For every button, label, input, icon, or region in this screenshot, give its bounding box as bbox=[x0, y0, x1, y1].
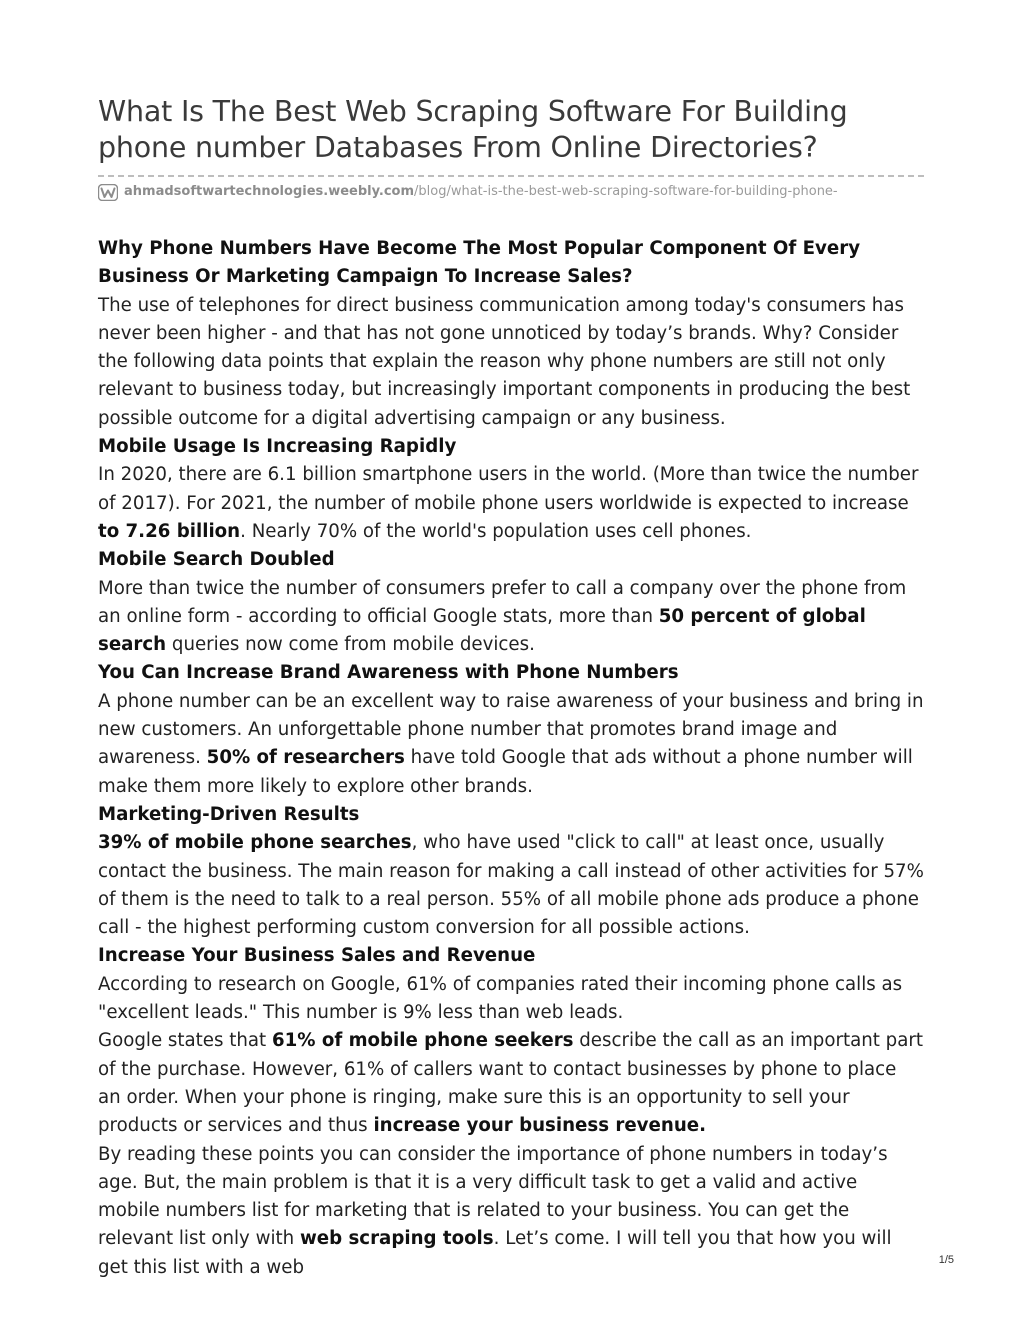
paragraph-text: More than twice the number of consumers prefer to call a company over the phone from an online form - according to official Google stats, more than bbox=[98, 577, 907, 627]
paragraph-text: have told Google that ads without a phone number will make them more likely to explore other brands. bbox=[98, 747, 913, 797]
paragraph-text: . Nearly 70% of the world's population uses cell phones. bbox=[240, 520, 752, 542]
paragraph-text: Google states that bbox=[98, 1030, 272, 1052]
paragraph-text: queries now come from mobile devices. bbox=[166, 634, 535, 656]
section-heading: You Can Increase Brand Awareness with Phone Numbers bbox=[98, 662, 679, 684]
paragraph bbox=[98, 575, 924, 660]
paragraph bbox=[98, 461, 924, 546]
source-domain[interactable]: ahmadsoftwartechnologies.weebly.com bbox=[124, 184, 415, 199]
paragraph-text: In 2020, there are 6.1 billion smartphone users in the world. (More than twice the number of 2017). For 2021, the number of mobile phone users worldwide is expected to increase bbox=[98, 464, 919, 514]
paragraph bbox=[98, 1141, 924, 1282]
paragraph: According to research on Google, 61% of companies rated their incoming phone calls as "excellent leads." This number is 9% less than web leads. bbox=[98, 973, 903, 1024]
paragraph bbox=[98, 1027, 924, 1140]
source-path[interactable]: /blog/what-is-the-best-web-scraping-software-for-building-phone- bbox=[414, 184, 838, 199]
section-heading: Mobile Usage Is Increasing Rapidly bbox=[98, 436, 457, 458]
page-number: 1/5 bbox=[938, 1254, 954, 1266]
document-page bbox=[98, 94, 924, 1282]
paragraph-text: . Let’s come. I will tell you that how you will get this list with a web bbox=[98, 1228, 892, 1278]
page-title: What Is The Best Web Scraping Software For Building phone number Databases From Online Directories? bbox=[98, 95, 848, 164]
article-body bbox=[98, 235, 924, 1282]
paragraph-text: describe the call as an important part of the purchase. However, 61% of callers want to contact businesses by phone to place an order. When your phone is ringing, make sure this is an opportunity to sell your products or services and thus bbox=[98, 1030, 923, 1137]
bold-text: to 7.26 billion bbox=[98, 520, 241, 542]
bold-text: 50% of researchers bbox=[206, 747, 405, 769]
paragraph bbox=[98, 688, 924, 801]
bold-text: 39% of mobile phone searches bbox=[98, 832, 412, 854]
section-heading: Marketing-Driven Results bbox=[98, 803, 360, 825]
paragraph: The use of telephones for direct business communication among today's consumers has never been higher - and that has not gone unnoticed by today’s brands. Why? Consider the following data points that explain the reason why phone numbers are still not only relevant to business today, but increasingly important components in producing the best possible outcome for a digital advertising campaign or any business. bbox=[98, 294, 911, 429]
section-heading: Why Phone Numbers Have Become The Most Popular Component Of Every Business Or Marketing Campaign To Increase Sales? bbox=[98, 238, 861, 288]
section-heading: Mobile Search Doubled bbox=[98, 549, 335, 571]
dashed-divider bbox=[98, 175, 924, 177]
paragraph-text: By reading these points you can consider the importance of phone numbers in today’s age. But, the main problem is that it is a very difficult task to get a valid and active mobile numbers list for marketing that is related to your business. You can get the relevant list only with bbox=[98, 1143, 888, 1250]
bold-text: 61% of mobile phone seekers bbox=[271, 1030, 574, 1052]
bold-text: web scraping tools bbox=[299, 1228, 494, 1250]
paragraph bbox=[98, 829, 924, 942]
paragraph-text: , who have used "click to call" at least once, usually contact the business. The main reason for making a call instead of other activities for 57% of them is the need to talk to a real person. 55% of all mobile phone ads produce a phone call - the highest performing custom conversion for all possible actions. bbox=[98, 832, 924, 939]
section-heading: Increase Your Business Sales and Revenue bbox=[98, 945, 536, 967]
bold-text: increase your business revenue. bbox=[373, 1115, 707, 1137]
source-url[interactable] bbox=[98, 182, 924, 202]
bold-text: 50 percent of global search bbox=[98, 605, 866, 656]
weebly-w-icon bbox=[98, 184, 118, 201]
paragraph-text: A phone number can be an excellent way to raise awareness of your business and bring in new customers. An unforgettable phone number that promotes brand image and awareness. bbox=[98, 690, 924, 769]
